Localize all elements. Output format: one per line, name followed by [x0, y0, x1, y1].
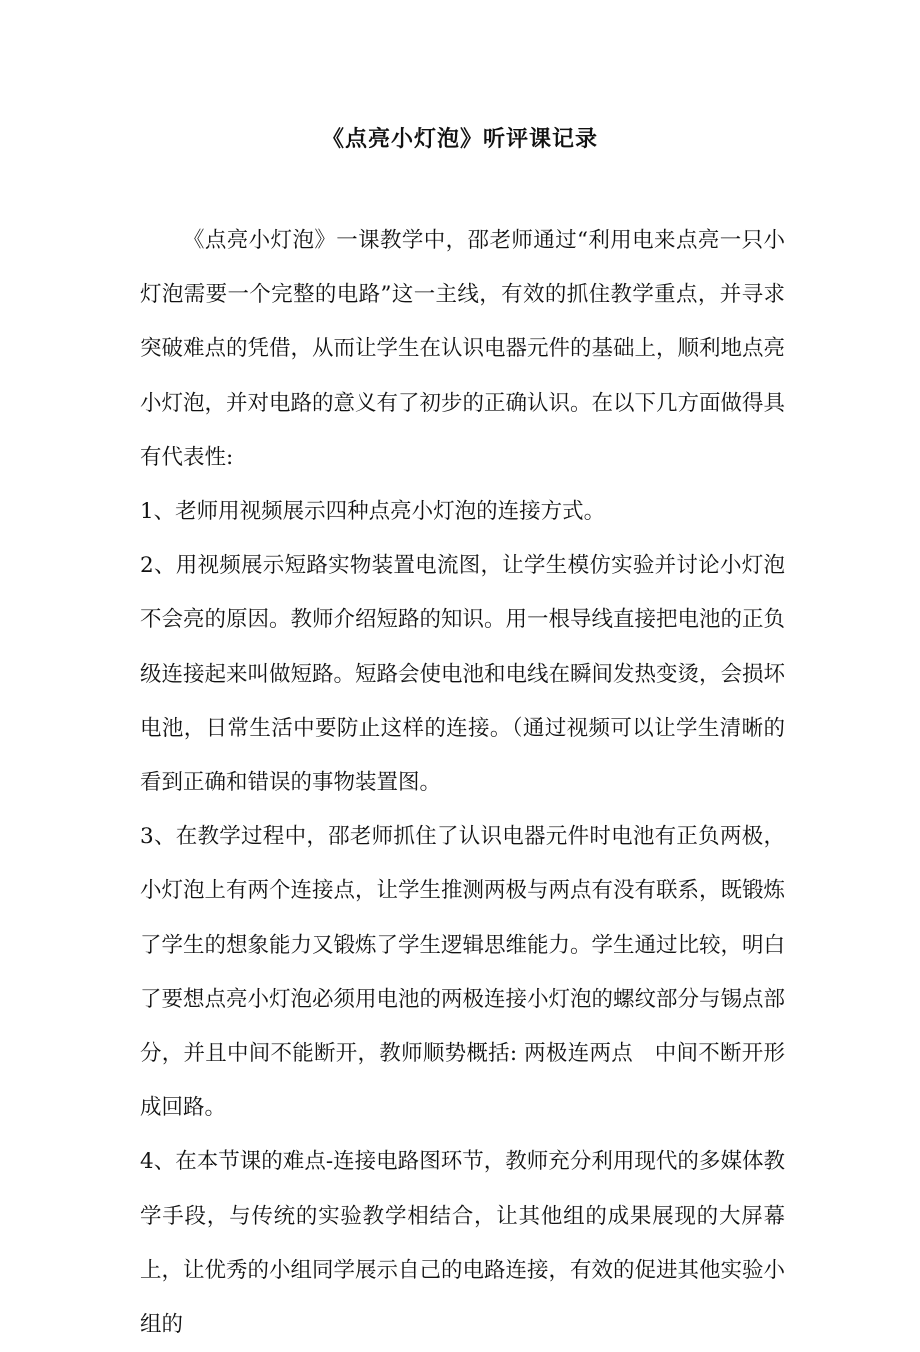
document-title: 《点亮小灯泡》听评课记录 [321, 126, 598, 152]
point-1-paragraph: 1、老师用视频展示四种点亮小灯泡的连接方式。 [140, 499, 606, 525]
document-body [140, 214, 785, 1352]
intro-paragraph: 《点亮小灯泡》一课教学中，邵老师通过“利用电来点亮一只小灯泡需要一个完整的电路”这一主线，有效的抓住教学重点，并寻求突破难点的凭借，从而让学生在认识电器元件的基础上，顺利地点亮小灯泡，并对电路的意义有了初步的正确认识。在以下几方面做得具有代表性: [140, 228, 786, 470]
point-4-paragraph: 4、在本节课的难点-连接电路图环节，教师充分利用现代的多媒体教学手段，与传统的实验教学相结合，让其他组的成果展现的大屏幕上，让优秀的小组同学展示自己的电路连接，有效的促进其他实验小组的 [140, 1149, 786, 1338]
point-3-paragraph: 3、在教学过程中，邵老师抓住了认识电器元件时电池有正负两极，小灯泡上有两个连接点，让学生推测两极与两点有没有联系，既锻炼了学生的想象能力又锻炼了学生逻辑思维能力。学生通过比较，明白了要想点亮小灯泡必须用电池的两极连接小灯泡的螺纹部分与锡点部分，并且中间不能断开，教师顺势概括: 两极连两点 中间不断开形成回路。 [140, 824, 786, 1121]
point-2-paragraph: 2、用视频展示短路实物装置电流图，让学生模仿实验并讨论小灯泡不会亮的原因。教师介绍短路的知识。用一根导线直接把电池的正负级连接起来叫做短路。短路会使电池和电线在瞬间发热变烫，会损坏电池，日常生活中要防止这样的连接。（通过视频可以让学生清晰的看到正确和错误的事物装置图。 [140, 553, 786, 796]
